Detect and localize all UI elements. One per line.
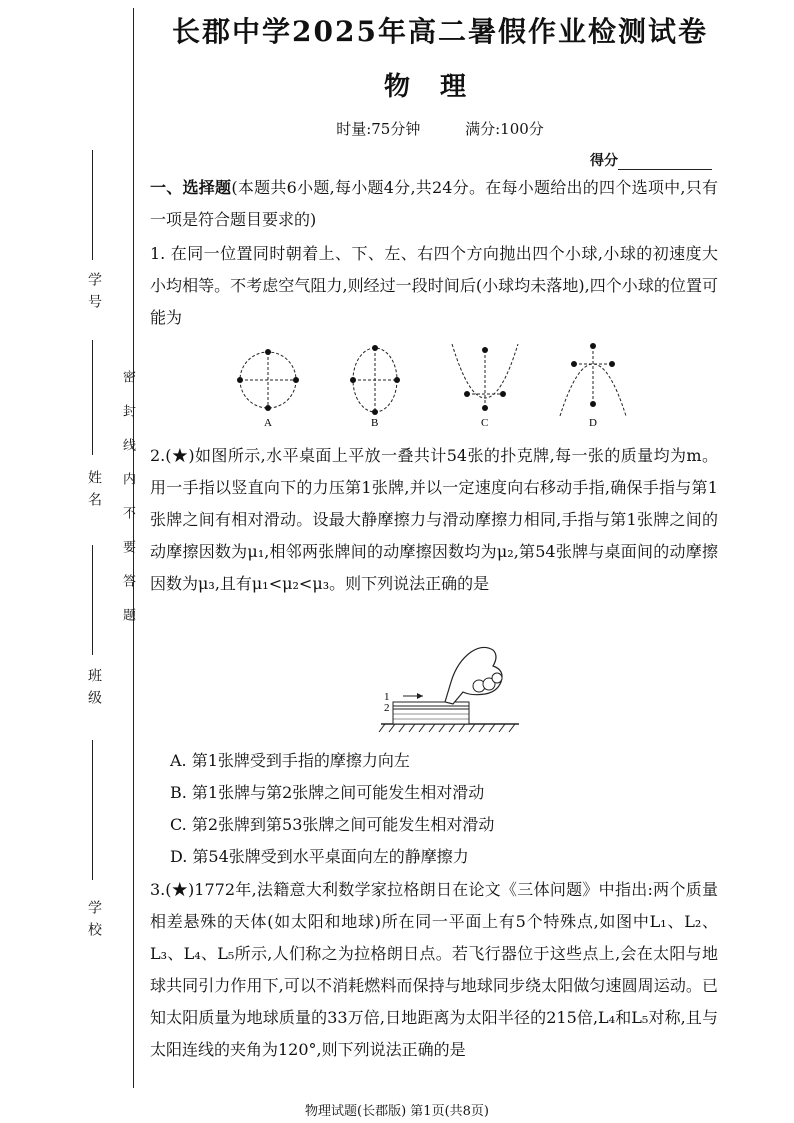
field-student-number: 学号 [86, 272, 102, 316]
q1-figure-a [237, 349, 299, 429]
exam-info [150, 118, 730, 139]
blank-name [92, 340, 93, 455]
q1-figure-d [560, 343, 626, 429]
q1-figures [230, 342, 650, 430]
exam-title: 长郡中学2025年高二暑假作业检测试卷 [172, 15, 708, 48]
q2-figure [375, 642, 525, 740]
score-box [590, 150, 712, 170]
section-desc: (本题共6小题,每小题4分,共24分。在每小题给出的四个选项中,只有一项是符合题目要求的) [150, 178, 718, 229]
section-title: 一、选择题 [150, 178, 232, 197]
q1-label-a: A [264, 417, 272, 429]
q2-option-d: D. 第54张牌受到水平桌面向左的静摩擦力 [170, 847, 469, 866]
subject-title: 物理 [383, 72, 496, 102]
q1-label-c: C [481, 417, 489, 429]
page-footer: 物理试题(长郡版) 第1页(共8页) [305, 1104, 489, 1119]
question-2 [150, 440, 718, 600]
question-3-text: 3.(★)1772年,法籍意大利数学家拉格朗日在论文《三体问题》中指出:两个质量相差悬殊的天体(如太阳和地球)所在同一平面上有5个特殊点,如图中L₁、L₂、L₃、L₄、L₅所示,人们称之为拉格朗日点。若飞行器位于这些点上,会在太阳与地球共同引力作用下,可以不消耗燃料而保持与地球同步绕太阳做匀速圆周运动。已知太阳质量为地球质量的33万倍,日地距离为太阳半径的215倍,L₄和L₅对称,且与太阳连线的夹角为120°,则下列说法正确的是 [150, 880, 718, 1059]
binding-margin [0, 0, 140, 1123]
blank-number [92, 150, 93, 260]
blank-class [92, 545, 93, 655]
q2-option-a: A. 第1张牌受到手指的摩擦力向左 [170, 751, 410, 770]
score-blank[interactable] [618, 157, 712, 170]
field-class: 班级 [86, 668, 102, 712]
question-1-text: 1. 在同一位置同时朝着上、下、左、右四个方向抛出四个小球,小球的初速度大小均相等。不考虑空气阻力,则经过一段时间后(小球均未落地),四个小球的位置可能为 [150, 244, 718, 327]
q1-figure-c [452, 344, 518, 429]
q1-label-b: B [371, 417, 379, 429]
q1-label-d: D [589, 417, 597, 429]
time-limit: 时量:75分钟 [336, 120, 421, 138]
question-1 [150, 238, 718, 334]
q2-option-c: C. 第2张牌到第53张牌之间可能发生相对滑动 [170, 815, 495, 834]
question-3 [150, 874, 718, 1066]
q1-figure-b [350, 345, 400, 429]
q2-option-b: B. 第1张牌与第2张牌之间可能发生相对滑动 [170, 783, 485, 802]
q2-label-card-2: 2 [384, 702, 390, 714]
question-2-text: 2.(★)如图所示,水平桌面上平放一叠共计54张的扑克牌,每一张的质量均为m。用一手指以竖直向下的力压第1张牌,并以一定速度向右移动手指,确保手指与第1张牌之间有相对滑动。设最大静摩擦力与滑动摩擦力相同,手指与第1张牌之间的动摩擦因数为μ₁,相邻两张牌间的动摩擦因数均为μ₂,第54张牌与桌面间的动摩擦因数为μ₃,且有μ₁<μ₂<μ₃。则下列说法正确的是 [150, 446, 718, 593]
field-student-name: 姓名 [86, 470, 102, 514]
field-school: 学校 [86, 900, 102, 944]
full-score: 满分:100分 [465, 120, 544, 138]
section-heading [150, 172, 718, 236]
score-label: 得分 [590, 153, 618, 169]
seal-warning: 密封线内不要答题 [120, 370, 135, 642]
q2-label-card-1: 1 [384, 691, 390, 703]
blank-school [92, 740, 93, 880]
